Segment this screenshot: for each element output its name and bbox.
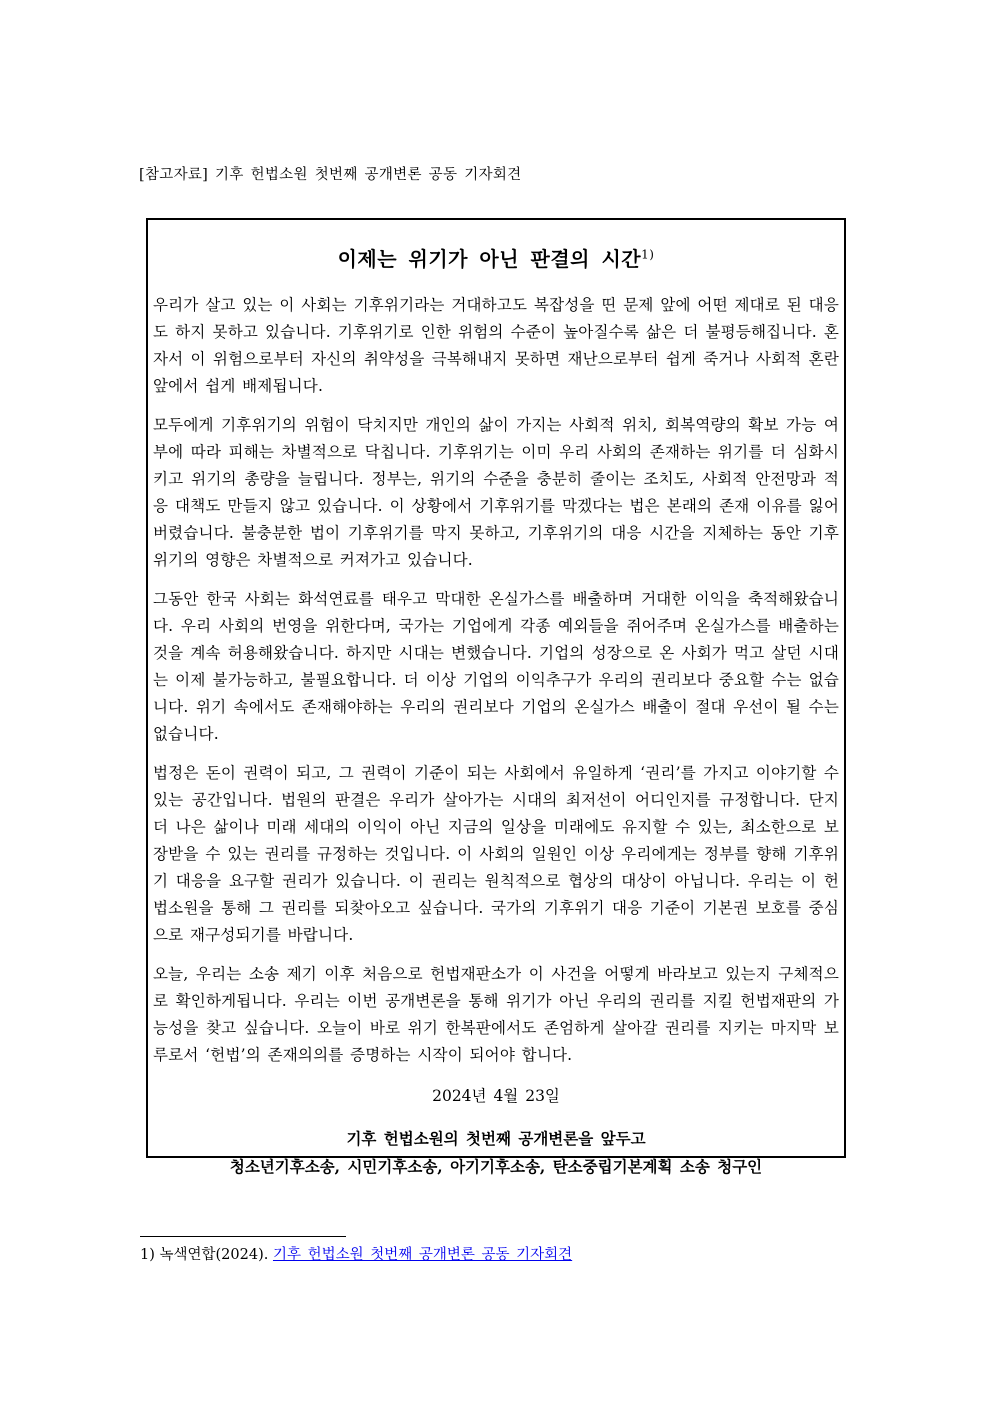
signature-occasion: 기후 헌법소원의 첫번째 공개변론을 앞두고 bbox=[346, 1129, 646, 1148]
statement-paragraph-1: 우리가 살고 있는 이 사회는 기후위기라는 거대하고도 복잡성을 띤 문제 앞에 어떤 제대로 된 대응도 하지 못하고 있습니다. 기후위기로 인한 위험의 수준이 높아질수록 삶은 더 불평등해집니다. 혼자서 이 위험으로부터 자신의 취약성을 극복해내지 못하면 재난으로부터 쉽게 죽거나 사회적 혼란 앞에서 쉽게 배제됩니다. bbox=[153, 296, 839, 395]
statement-date: 2024년 4월 23일 bbox=[432, 1087, 560, 1105]
footnote bbox=[140, 1245, 572, 1265]
statement-title bbox=[153, 246, 839, 272]
footnote-reference-marker: 1) bbox=[641, 247, 655, 262]
statement-box bbox=[146, 218, 846, 1176]
statement-paragraph-4: 법정은 돈이 권력이 되고, 그 권력이 기준이 되는 사회에서 유일하게 ‘권리’를 가지고 이야기할 수 있는 공간입니다. 법원의 판결은 우리가 살아가는 시대의 최저선이 어디인지를 규정합니다. 단지 더 나은 삶이나 미래 세대의 이익이 아닌 지금의 일상을 미래에도 유지할 수 있는, 최소한으로 보장받을 수 있는 권리를 규정하는 것입니다. 이 사회의 일원인 이상 우리에게는 정부를 향해 기후위기 대응을 요구할 권리가 있습니다. 이 권리는 원칙적으로 협상의 대상이 아닙니다. 우리는 이 헌법소원을 통해 그 권리를 되찾아오고 싶습니다. 국가의 기후위기 대응 기준이 기본권 보호를 중심으로 재구성되기를 바랍니다. bbox=[153, 764, 839, 944]
footnote-separator bbox=[140, 1236, 346, 1237]
statement-paragraph-2: 모두에게 기후위기의 위험이 닥치지만 개인의 삶이 가지는 사회적 위치, 회복역량의 확보 가능 여부에 따라 피해는 차별적으로 닥칩니다. 기후위기는 이미 우리 사회의 존재하는 위기를 더 심화시키고 위기의 총량을 늘립니다. 정부는, 위기의 수준을 충분히 줄이는 조치도, 사회적 안전망과 적응 대책도 만들지 않고 있습니다. 이 상황에서 기후위기를 막겠다는 법은 본래의 존재 이유를 잃어버렸습니다. 불충분한 법이 기후위기를 막지 못하고, 기후위기의 대응 시간을 지체하는 동안 기후위기의 영향은 차별적으로 커져가고 있습니다. bbox=[153, 416, 839, 569]
statement-title-text: 이제는 위기가 아닌 판결의 시간 bbox=[337, 247, 642, 271]
statement-paragraph-5: 오늘, 우리는 소송 제기 이후 처음으로 헌법재판소가 이 사건을 어떻게 바라보고 있는지 구체적으로 확인하게됩니다. 우리는 이번 공개변론을 통해 위기가 아닌 우리의 권리를 지킬 헌법재판의 가능성을 찾고 싶습니다. 오늘이 바로 위기 한복판에서도 존엄하게 살아갈 권리를 지키는 마지막 보루로서 ‘헌법’의 존재의의를 증명하는 시작이 되어야 합니다. bbox=[153, 965, 839, 1064]
signature-claimants: 청소년기후소송, 시민기후소송, 아기기후소송, 탄소중립기본계획 소송 청구인 bbox=[229, 1157, 763, 1176]
footnote-link[interactable]: 기후 헌법소원 첫번째 공개변론 공동 기자회견 bbox=[272, 1247, 573, 1263]
statement-paragraph-3: 그동안 한국 사회는 화석연료를 태우고 막대한 온실가스를 배출하며 거대한 이익을 축적해왔습니다. 우리 사회의 번영을 위한다며, 국가는 기업에게 각종 예외들을 쥐어주며 온실가스를 배출하는 것을 계속 허용해왔습니다. 하지만 시대는 변했습니다. 기업의 성장으로 온 사회가 먹고 살던 시대는 이제 불가능하고, 불필요합니다. 더 이상 기업의 이익추구가 우리의 권리보다 중요할 수는 없습니다. 위기 속에서도 존재해야하는 우리의 권리보다 기업의 온실가스 배출이 절대 우선이 될 수는 없습니다. bbox=[153, 590, 839, 743]
footnote-source: 녹색연합(2024). bbox=[159, 1247, 269, 1263]
footnote-marker: 1) bbox=[140, 1247, 155, 1263]
document-header: [참고자료] 기후 헌법소원 첫번째 공개변론 공동 기자회견 bbox=[139, 167, 522, 183]
